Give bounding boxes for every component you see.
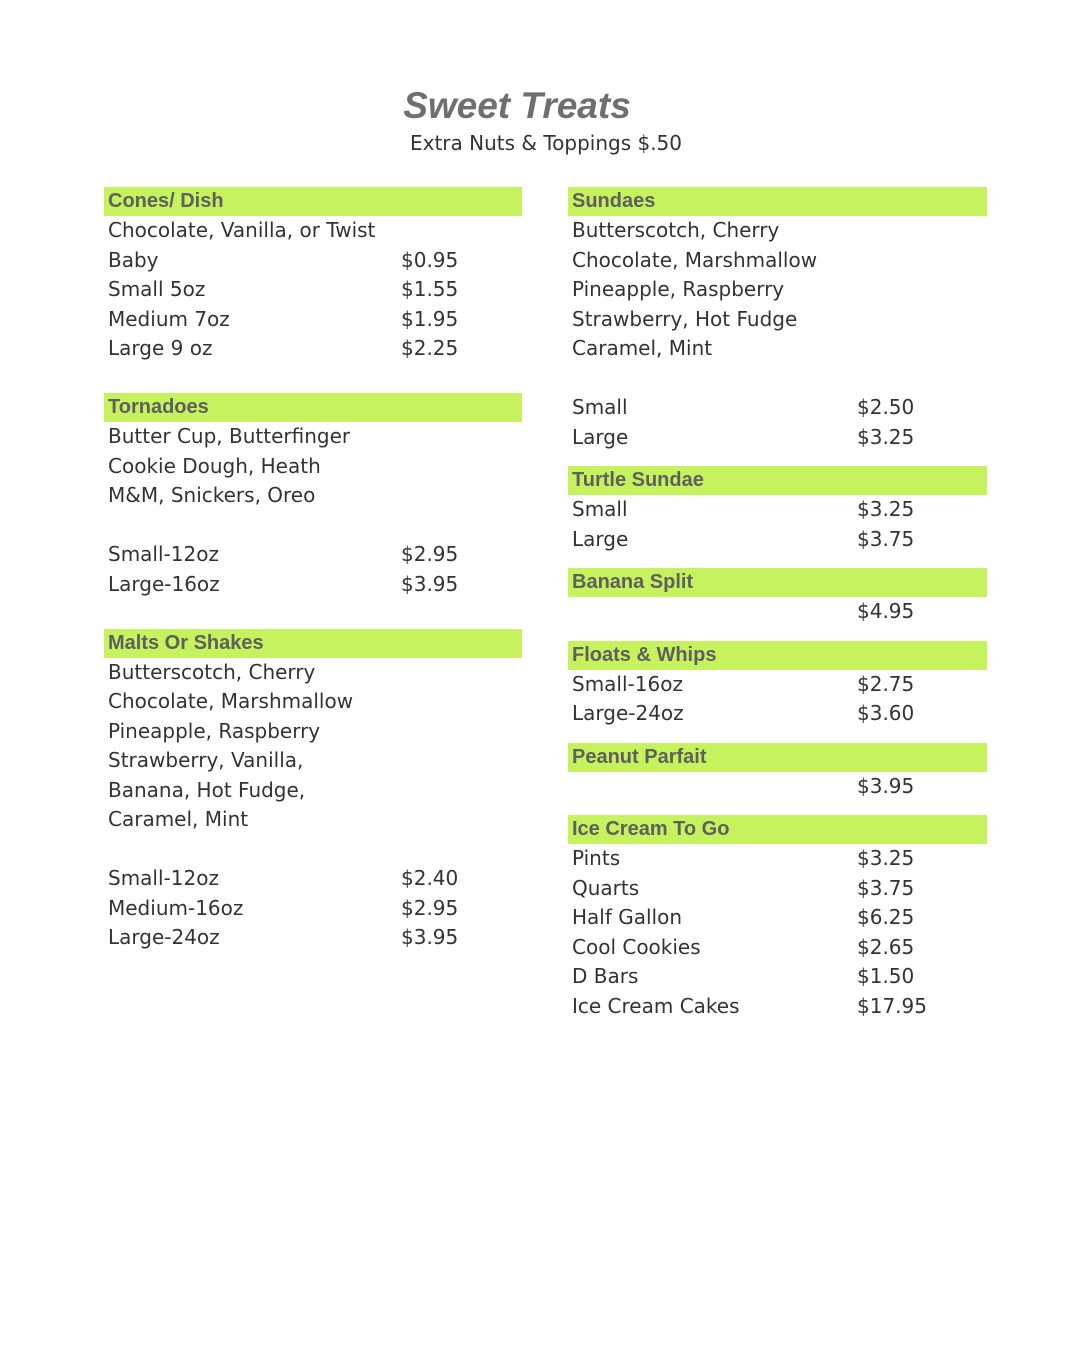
price-value: $1.95 [401, 306, 459, 331]
price-row [104, 864, 522, 894]
size-label: Small [572, 497, 628, 521]
section-header: Floats & Whips [568, 641, 987, 670]
price-row [104, 305, 522, 335]
flavor-line: Cookie Dough, Heath [108, 453, 321, 478]
flavor-line: Chocolate, Marshmallow [572, 247, 818, 272]
price-value: $4.95 [857, 599, 915, 623]
price-row [568, 699, 987, 729]
price-value: $3.95 [401, 925, 459, 949]
price-row [104, 275, 522, 305]
price-row [568, 844, 987, 874]
price-value: $2.95 [401, 542, 459, 566]
section-peanut-parfait [568, 743, 987, 802]
price-value: $2.65 [857, 934, 915, 959]
size-label: Large [572, 424, 629, 449]
price-row [568, 874, 987, 904]
flavor-line: Pineapple, Raspberry [108, 718, 321, 743]
size-label: D Bars [572, 964, 639, 988]
price-row [568, 933, 987, 963]
price-value: $3.75 [857, 526, 915, 551]
price-value: $2.25 [401, 336, 459, 360]
size-label: Small 5oz [108, 277, 206, 301]
menu-title: Sweet Treats [403, 85, 631, 126]
section-banana-split [568, 568, 987, 627]
price-row [568, 393, 987, 423]
section-header: Sundaes [568, 187, 987, 216]
section-turtle-sundae [568, 466, 987, 554]
flavor-line: M&M, Snickers, Oreo [108, 483, 316, 507]
price-row [568, 525, 987, 555]
price-value: $3.95 [857, 773, 915, 798]
size-label: Large-24oz [108, 925, 220, 949]
price-row [568, 495, 987, 525]
size-label: Ice Cream Cakes [572, 993, 740, 1018]
price-row [104, 334, 522, 364]
price-value: $17.95 [857, 993, 927, 1018]
size-label: Large 9 oz [108, 336, 213, 360]
price-value: $3.60 [857, 701, 915, 725]
price-value: $1.55 [401, 277, 459, 301]
size-label: Small [572, 395, 628, 419]
flavor-line: Butterscotch, Cherry [108, 659, 316, 684]
price-value: $2.40 [401, 866, 459, 890]
size-label: Pints [572, 846, 621, 870]
flavor-line: Chocolate, Marshmallow [108, 689, 354, 713]
size-label: Large [572, 526, 629, 551]
size-label: Small-12oz [108, 542, 219, 566]
price-value: $1.50 [857, 964, 915, 988]
price-row [568, 423, 987, 453]
price-value: $2.95 [401, 895, 459, 920]
price-row [568, 992, 987, 1022]
size-label: Medium-16oz [108, 895, 244, 920]
flavor-line: Butter Cup, Butterfinger [108, 424, 351, 448]
left-column [104, 187, 522, 953]
section-ice-cream-to-go [568, 815, 987, 1021]
section-header: Ice Cream To Go [568, 815, 987, 844]
size-label: Cool Cookies [572, 934, 701, 959]
flavor-line: Caramel, Mint [572, 336, 713, 360]
menu-subtitle: Extra Nuts & Toppings $.50 [409, 131, 683, 155]
size-label: Small-12oz [108, 866, 219, 890]
section-malts-shakes [104, 629, 522, 953]
size-label: Large-24oz [572, 701, 684, 725]
section-sundaes [568, 187, 987, 452]
price-value: $6.25 [857, 905, 915, 929]
right-column [568, 187, 987, 1021]
price-value: $3.25 [857, 497, 915, 521]
price-value: $2.75 [857, 671, 915, 696]
price-row [104, 923, 522, 953]
section-cones-dish [104, 187, 522, 364]
flavor-line: Pineapple, Raspberry [572, 277, 785, 301]
flavor-line: Banana, Hot Fudge, [108, 777, 306, 802]
price-row [104, 894, 522, 924]
price-value: $0.95 [401, 247, 459, 272]
price-row [568, 772, 987, 802]
section-header: Malts Or Shakes [104, 629, 522, 658]
section-header: Cones/ Dish [104, 187, 522, 216]
section-header: Turtle Sundae [568, 466, 987, 495]
price-row [568, 903, 987, 933]
price-value: $3.25 [857, 846, 915, 870]
flavor-line: Caramel, Mint [108, 807, 249, 831]
price-row [104, 570, 522, 600]
size-label: Large-16oz [108, 571, 220, 596]
price-value: $3.75 [857, 875, 915, 900]
flavor-line: Chocolate, Vanilla, or Twist [108, 218, 376, 242]
price-row [568, 597, 987, 627]
flavor-line: Strawberry, Hot Fudge [572, 306, 798, 331]
price-row [104, 540, 522, 570]
flavor-line: Butterscotch, Cherry [572, 218, 780, 242]
price-value: $3.95 [401, 571, 459, 596]
size-label: Half Gallon [572, 905, 683, 929]
section-header: Banana Split [568, 568, 987, 597]
size-label: Medium 7oz [108, 306, 230, 331]
size-label: Small-16oz [572, 671, 683, 696]
section-floats-whips [568, 641, 987, 729]
flavor-line: Strawberry, Vanilla, [108, 748, 304, 772]
price-value: $3.25 [857, 424, 915, 449]
section-tornadoes [104, 393, 522, 599]
section-header: Peanut Parfait [568, 743, 987, 772]
size-label: Quarts [572, 875, 640, 900]
price-row [104, 246, 522, 276]
price-row [568, 670, 987, 700]
price-row [568, 962, 987, 992]
price-value: $2.50 [857, 395, 915, 419]
size-label: Baby [108, 247, 159, 272]
section-header: Tornadoes [104, 393, 522, 422]
